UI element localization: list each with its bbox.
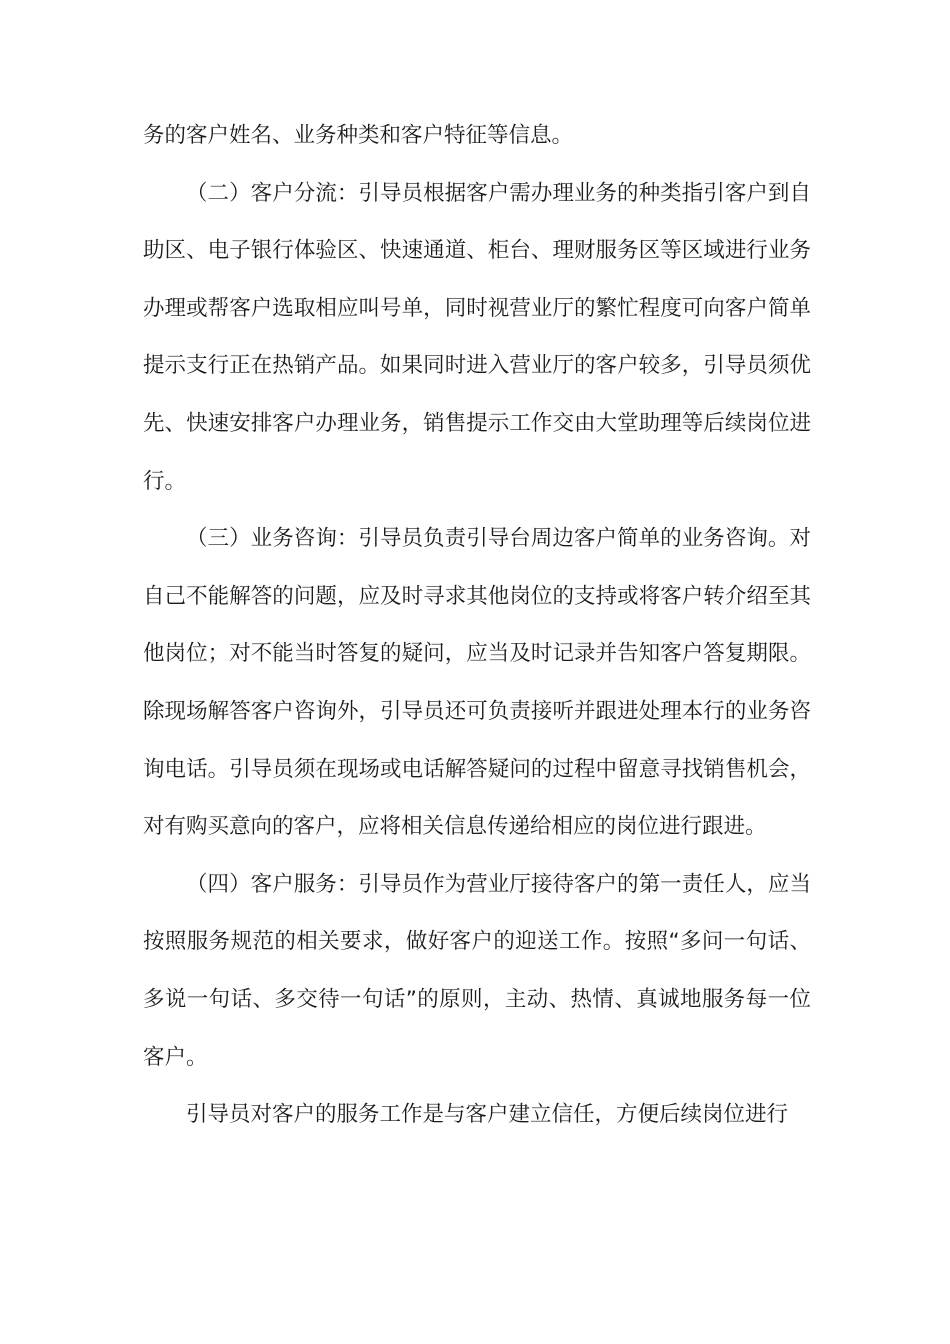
paragraph-business-consulting: （三）业务咨询：引导员负责引导台周边客户简单的业务咨询。对自己不能解答的问题，应及时寻求其他岗位的支持或将客户转介绍至其他岗位；对不能当时答复的疑问，应当及时记录并告知客户答复期限。除现场解答客户咨询外，引导员还可负责接听并跟进处理本行的业务咨询电话。引导员须在现场或电话解答疑问的过程中留意寻找销售机会，对有购买意向的客户，应将相关信息传递给相应的岗位进行跟进。 [143,526,811,840]
paragraph-customer-routing: （二）客户分流：引导员根据客户需办理业务的种类指引客户到自助区、电子银行体验区、快速通道、柜台、理财服务区等区域进行业务办理或帮客户选取相应叫号单，同时视营业厅的繁忙程度可向客户简单提示支行正在热销产品。如果同时进入营业厅的客户较多，引导员须优先、快速安排客户办理业务，销售提示工作交由大堂助理等后续岗位进行。 [143,180,811,494]
paragraph-continuation: 务的客户姓名、业务种类和客户特征等信息。 [143,123,574,148]
paragraph-customer-service: （四）客户服务：引导员作为营业厅接待客户的第一责任人，应当按照服务规范的相关要求，做好客户的迎送工作。按照“多问一句话、多说一句话、多交待一句话”的原则，主动、热情、真诚地服务每一位客户。 [143,871,811,1070]
document-body [143,107,811,1144]
paragraph-trust-building: 引导员对客户的服务工作是与客户建立信任，方便后续岗位进行 [186,1102,789,1128]
